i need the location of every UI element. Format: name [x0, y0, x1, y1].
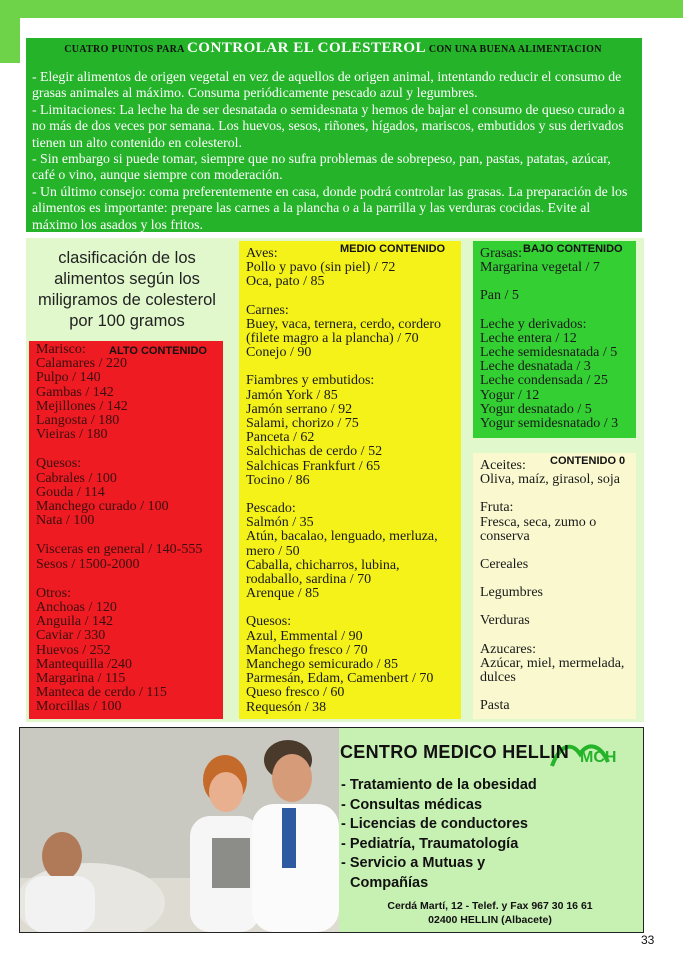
list-item: Pasta — [480, 698, 510, 714]
list-item: Anguila / 142 — [36, 614, 113, 630]
list-item: Salmón / 35 — [246, 515, 314, 531]
list-item: Cabrales / 100 — [36, 470, 117, 486]
list-item: Conejo / 90 — [246, 345, 312, 361]
cero-azucares-title: Azucares: — [480, 641, 536, 657]
list-item: Oca, pato / 85 — [246, 274, 325, 290]
list-item: Buey, vaca, ternera, cerdo, cordero — [246, 316, 441, 332]
cero-label: CONTENIDO 0 — [550, 455, 626, 467]
cero-aceites-title: Aceites: — [480, 458, 526, 473]
bajo-grasas-title: Grasas: — [480, 246, 522, 261]
bajo-label: BAJO CONTENIDO — [523, 243, 623, 255]
list-item: Nata / 100 — [36, 513, 95, 529]
list-item: Huevos / 252 — [36, 642, 111, 658]
list-item: dulces — [480, 670, 516, 686]
alto-otros-title: Otros: — [36, 585, 71, 601]
list-item: Pan / 5 — [480, 288, 519, 304]
doctors-photo — [20, 728, 339, 932]
list-item: Caviar / 330 — [36, 628, 106, 644]
list-item: Parmesán, Edam, Camenbert / 70 — [246, 671, 434, 687]
list-item: Azúcar, miel, mermelada, — [480, 655, 625, 671]
list-item: Mejillones / 142 — [36, 398, 128, 414]
medio-pescado-title: Pescado: — [246, 501, 296, 517]
list-item: Queso fresco / 60 — [246, 685, 345, 701]
medio-quesos-title: Quesos: — [246, 614, 292, 630]
doctors-photo-illustration — [20, 728, 339, 932]
medio-contenido-column — [239, 241, 461, 719]
list-item: Manchego curado / 100 — [36, 499, 169, 515]
list-item: Fresca, seca, zumo o — [480, 514, 597, 530]
contenido-cero-column — [473, 453, 636, 719]
list-item: Margarina vegetal / 7 — [480, 260, 600, 276]
ad-service-item: - Servicio a Mutuas y — [341, 855, 486, 872]
list-item: Leche entera / 12 — [480, 330, 577, 346]
list-item: Manteca de cerdo / 115 — [36, 685, 167, 701]
list-item: Manchego fresco / 70 — [246, 642, 368, 658]
list-item: Visceras en general / 140-555 — [36, 542, 203, 558]
list-item: Atún, bacalao, lenguado, merluza, — [246, 529, 438, 545]
intro-paragraph-3: - Sin embargo si puede tomar, siempre que no sufra problemas de sobrepeso, pan, pastas, patatas, azúcar, café o vino, aunque siempre con moderación. — [32, 151, 611, 183]
list-item: Tocino / 86 — [246, 472, 310, 488]
intro-heading-post: CON UNA BUENA ALIMENTACION — [428, 44, 602, 55]
list-item: Leche condensada / 25 — [480, 373, 608, 389]
intro-paragraph-2: - Limitaciones: La leche ha de ser desnatada o semidesnata y hemos de bajar el consumo de queso curado a no más de dos veces por semana. Los huevos, sesos, riñones, hígados, mariscos, embutidos y sus derivados tienen un alto contenido en colesterol. — [32, 101, 625, 150]
cero-fruta-title: Fruta: — [480, 500, 514, 516]
list-item: Manchego semicurado / 85 — [246, 657, 399, 673]
list-item: Requesón / 38 — [246, 699, 327, 715]
list-item: Leche desnatada / 3 — [480, 359, 591, 375]
top-band-notch — [392, 18, 683, 36]
list-item: Yogur / 12 — [480, 387, 540, 403]
medio-aves-title: Aves: — [246, 246, 278, 261]
ad-address-line-2: 02400 HELLIN (Albacete) — [428, 914, 552, 926]
list-item: Arenque / 85 — [246, 586, 320, 602]
list-item: Morcillas / 100 — [36, 699, 122, 715]
list-item: Leche semidesnatada / 5 — [480, 345, 618, 361]
top-green-band — [0, 0, 683, 18]
list-item: Yogur desnatado / 5 — [480, 401, 592, 417]
list-item: Yogur semidesnatado / 3 — [480, 416, 619, 432]
list-item: Salchicas Frankfurt / 65 — [246, 458, 381, 474]
list-item: Calamares / 220 — [36, 356, 127, 372]
intro-paragraph-4: - Un último consejo: coma preferentemente en casa, donde podrá controlar las grasas. La preparación de los alimentos es importante: prepare las carnes a la plancha o a la parrilla y las verduras cocidas. Evite al máximo los asados y los fritos. — [32, 183, 628, 232]
list-item: Cereales — [480, 557, 529, 573]
intro-heading-main: CONTROLAR EL COLESTEROL — [186, 40, 426, 56]
list-item: Salami, chorizo / 75 — [246, 416, 359, 432]
intro-paragraph-1: - Elegir alimentos de origen vegetal en vez de aquellos de origen animal, intentando reducir el consumo de grasas animales al máximo. Consuma periódicamente pescado azul y legumbres. — [32, 69, 622, 101]
ad-service-item: - Consultas médicas — [341, 796, 483, 813]
alto-label: ALTO CONTENIDO — [109, 345, 207, 357]
alto-contenido-column — [29, 341, 223, 719]
list-item: Vieiras / 180 — [36, 427, 108, 443]
ad-service-item: - Tratamiento de la obesidad — [341, 777, 537, 793]
intro-heading-pre: CUATRO PUNTOS PARA — [64, 44, 185, 55]
page-number: 33 — [641, 933, 655, 947]
list-item: Sesos / 1500-2000 — [36, 556, 140, 572]
list-item: rodaballo, sardina / 70 — [246, 572, 372, 588]
ad-address — [360, 899, 620, 927]
list-item: Langosta / 180 — [36, 413, 120, 429]
alto-marisco-title: Marisco: — [36, 342, 86, 357]
alto-quesos-title: Quesos: — [36, 456, 82, 472]
medio-fiambres-title: Fiambres y embutidos: — [246, 373, 375, 389]
list-item: Legumbres — [480, 585, 543, 601]
list-item: Mantequilla /240 — [36, 656, 133, 672]
ad-services-list — [341, 776, 537, 894]
ad-service-item: Compañías — [350, 874, 429, 891]
ad-address-line-1: Cerdá Martí, 12 - Telef. y Fax 967 30 16 61 — [387, 900, 593, 912]
list-item: Oliva, maíz, girasol, soja — [480, 472, 620, 488]
list-item: mero / 50 — [246, 543, 300, 559]
left-green-strip — [0, 18, 20, 63]
intro-heading — [32, 40, 634, 57]
intro-box — [26, 38, 642, 232]
medio-label: MEDIO CONTENIDO — [340, 243, 446, 255]
list-item: Anchoas / 120 — [36, 600, 117, 616]
ad-service-item: - Pediatría, Traumatología — [341, 835, 519, 852]
list-item: Salchichas de cerdo / 52 — [246, 444, 383, 460]
list-item: (filete magro a la plancha) / 70 — [246, 331, 419, 347]
list-item: Margarina / 115 — [36, 671, 126, 687]
medio-carnes-title: Carnes: — [246, 302, 289, 318]
list-item: Gambas / 142 — [36, 384, 114, 400]
ad-title: CENTRO MEDICO HELLIN — [340, 742, 569, 762]
classification-title: clasificación de los alimentos según los miligramos de colesterol por 100 gramos — [38, 249, 216, 330]
ad-service-item: - Licencias de conductores — [341, 816, 528, 833]
list-item: Caballa, chicharros, lubina, — [246, 557, 400, 573]
list-item: Pollo y pavo (sin piel) / 72 — [246, 260, 396, 276]
bajo-leche-title: Leche y derivados: — [480, 316, 587, 332]
list-item: Panceta / 62 — [246, 430, 315, 446]
list-item: Jamón serrano / 92 — [246, 401, 353, 417]
list-item: Jamón York / 85 — [246, 387, 338, 403]
list-item: conserva — [480, 528, 530, 544]
list-item: Pulpo / 140 — [36, 370, 101, 386]
list-item: Azul, Emmental / 90 — [246, 628, 363, 644]
list-item: Verduras — [480, 613, 530, 629]
bajo-contenido-column — [473, 241, 636, 438]
list-item: Gouda / 114 — [36, 484, 105, 500]
mch-logo-text: MCH — [580, 749, 617, 766]
